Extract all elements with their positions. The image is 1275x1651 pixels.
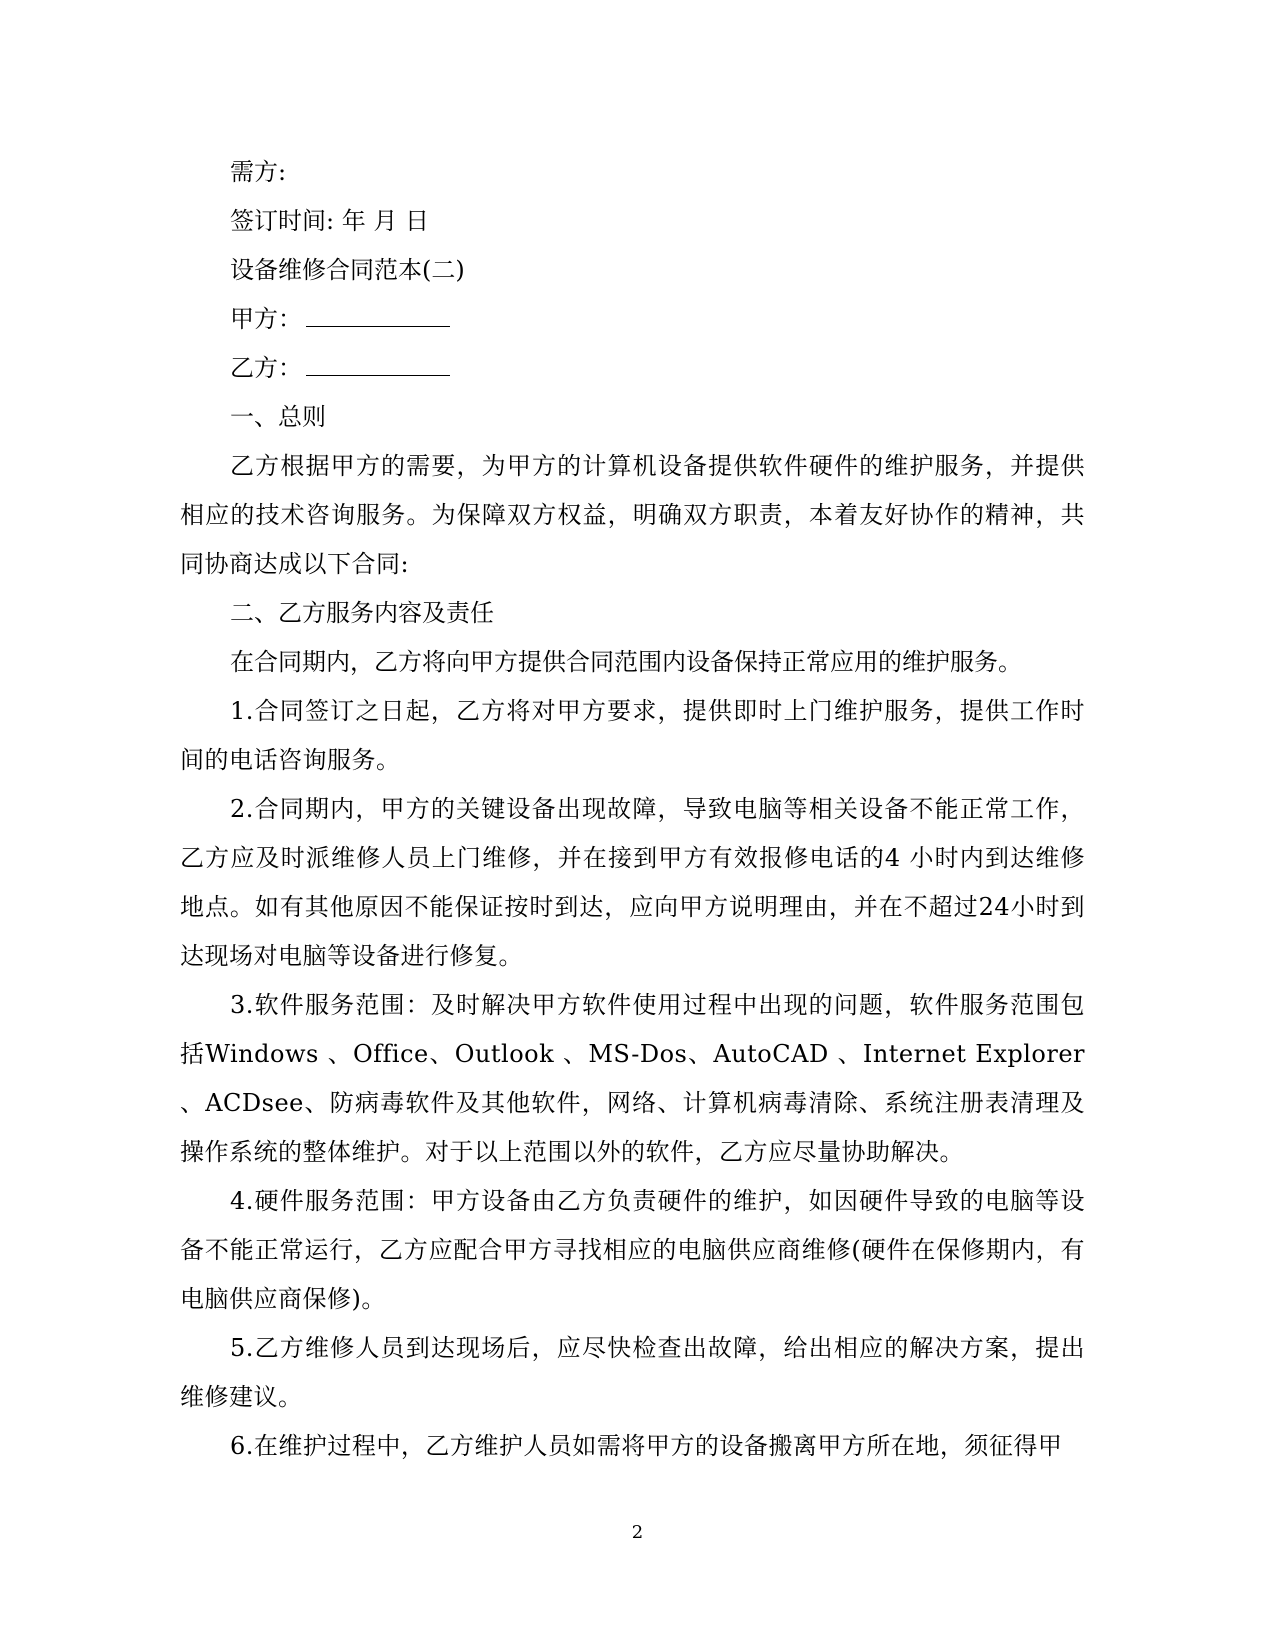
- clause-1: 1.合同签订之日起，乙方将对甲方要求，提供即时上门维护服务，提供工作时间的电话咨询服务。: [180, 697, 1085, 774]
- party-a-label: 甲方：: [230, 305, 302, 333]
- party-b-blank: [306, 353, 450, 376]
- contract-title: 设备维修合同范本(二): [230, 256, 465, 284]
- clause-3: 3.软件服务范围：及时解决甲方软件使用过程中出现的问题，软件服务范围包括Windows 、Office、Outlook 、MS-Dos、AutoCAD 、Internet Explorer 、ACDsee、防病毒软件及其他软件，网络、计算机病毒清除、系统注册表清理及操作系统的整体维护。对于以上范围以外的软件，乙方应尽量协助解决。: [180, 991, 1085, 1166]
- document-body: [180, 148, 1085, 1471]
- sign-date-line: 签订时间: 年 月 日: [230, 207, 429, 235]
- clause-6: 6.在维护过程中，乙方维护人员如需将甲方的设备搬离甲方所在地，须征得甲: [230, 1432, 1063, 1460]
- service-heading: 二、乙方服务内容及责任: [230, 599, 494, 627]
- demander-line: 需方:: [230, 158, 287, 186]
- party-b-line: [180, 344, 1085, 393]
- party-b-label: 乙方：: [230, 354, 302, 382]
- general-paragraph: 乙方根据甲方的需要，为甲方的计算机设备提供软件硬件的维护服务，并提供相应的技术咨询服务。为保障双方权益，明确双方职责，本着友好协作的精神，共同协商达成以下合同:: [180, 452, 1085, 578]
- general-heading: 一、总则: [230, 403, 326, 431]
- party-a-line: [180, 295, 1085, 344]
- clause-5: 5.乙方维修人员到达现场后，应尽快检查出故障，给出相应的解决方案，提出维修建议。: [180, 1334, 1085, 1411]
- service-intro: 在合同期内，乙方将向甲方提供合同范围内设备保持正常应用的维护服务。: [230, 648, 1022, 676]
- clause-2: 2.合同期内，甲方的关键设备出现故障，导致电脑等相关设备不能正常工作，乙方应及时派维修人员上门维修，并在接到甲方有效报修电话的4 小时内到达维修地点。如有其他原因不能保证按时到达，应向甲方说明理由，并在不超过24小时到达现场对电脑等设备进行修复。: [180, 795, 1085, 970]
- page-number: 2: [631, 1522, 644, 1543]
- clause-4: 4.硬件服务范围：甲方设备由乙方负责硬件的维护，如因硬件导致的电脑等设备不能正常运行，乙方应配合甲方寻找相应的电脑供应商维修(硬件在保修期内，有电脑供应商保修)。: [180, 1187, 1085, 1313]
- party-a-blank: [306, 304, 450, 327]
